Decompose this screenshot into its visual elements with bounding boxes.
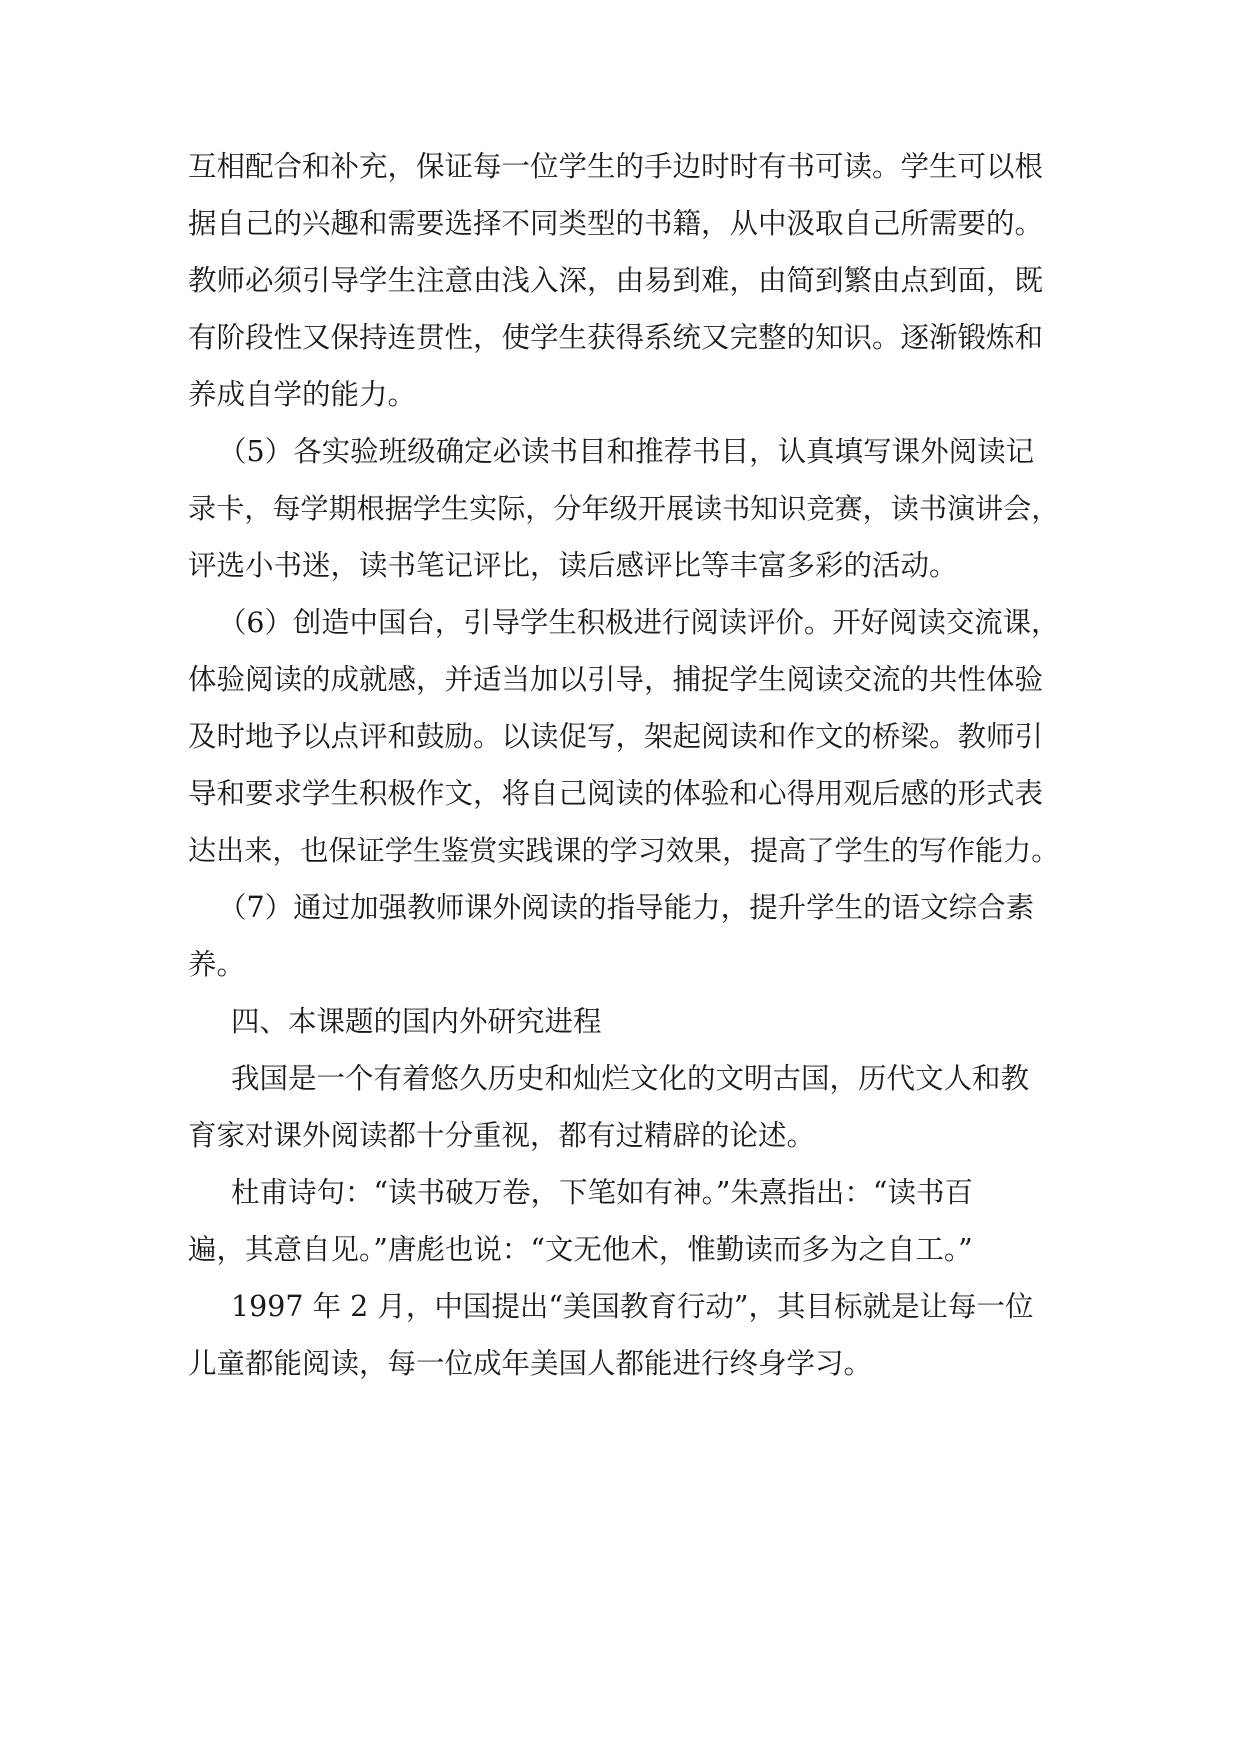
text-line: 有阶段性又保持连贯性，使学生获得系统又完整的知识。逐渐锻炼和 — [188, 321, 1044, 354]
text-line: （5）各实验班级确定必读书目和推荐书目，认真填写课外阅读记 — [218, 435, 1035, 468]
text-line: 达出来，也保证学生鉴赏实践课的学习效果，提高了学生的写作能力。 — [188, 834, 1060, 867]
text-line: 互相配合和补充，保证每一位学生的手边时时有书可读。学生可以根 — [188, 150, 1044, 183]
text-line: 育家对课外阅读都十分重视，都有过精辟的论述。 — [188, 1119, 816, 1152]
text-line: 及时地予以点评和鼓励。以读促写，架起阅读和作文的桥梁。教师引 — [188, 720, 1044, 753]
text-line: 杜甫诗句：“读书破万卷，下笔如有神。”朱熹指出：“读书百 — [231, 1176, 973, 1209]
text-line: 录卡，每学期根据学生实际，分年级开展读书知识竞赛，读书演讲会， — [188, 492, 1060, 525]
text-line: 体验阅读的成就感，并适当加以引导，捕捉学生阅读交流的共性体验 — [188, 663, 1044, 696]
text-line: 儿童都能阅读，每一位成年美国人都能进行终身学习。 — [188, 1347, 873, 1380]
text-line: （7）通过加强教师课外阅读的指导能力，提升学生的语文综合素 — [218, 891, 1035, 924]
text-line: 1997 年 2 月，中国提出“美国教育行动”，其目标就是让每一位 — [231, 1290, 1034, 1323]
section-heading: 四、本课题的国内外研究进程 — [231, 1005, 602, 1038]
text-line: 据自己的兴趣和需要选择不同类型的书籍，从中汲取自己所需要的。 — [188, 207, 1044, 240]
text-line: 我国是一个有着悠久历史和灿烂文化的文明古国，历代文人和教 — [231, 1062, 1030, 1095]
text-line: （6）创造中国台，引导学生积极进行阅读评价。开好阅读交流课， — [218, 606, 1060, 639]
text-line: 评选小书迷，读书笔记评比，读后感评比等丰富多彩的活动。 — [188, 549, 958, 582]
text-line: 养。 — [188, 948, 246, 981]
text-line: 导和要求学生积极作文，将自己阅读的体验和心得用观后感的形式表 — [188, 777, 1044, 810]
text-line: 遍，其意自见。”唐彪也说：“文无他术，惟勤读而多为之自工。” — [188, 1233, 973, 1266]
text-line: 养成自学的能力。 — [188, 378, 417, 411]
text-line: 教师必须引导学生注意由浅入深，由易到难，由简到繁由点到面，既 — [188, 264, 1044, 297]
